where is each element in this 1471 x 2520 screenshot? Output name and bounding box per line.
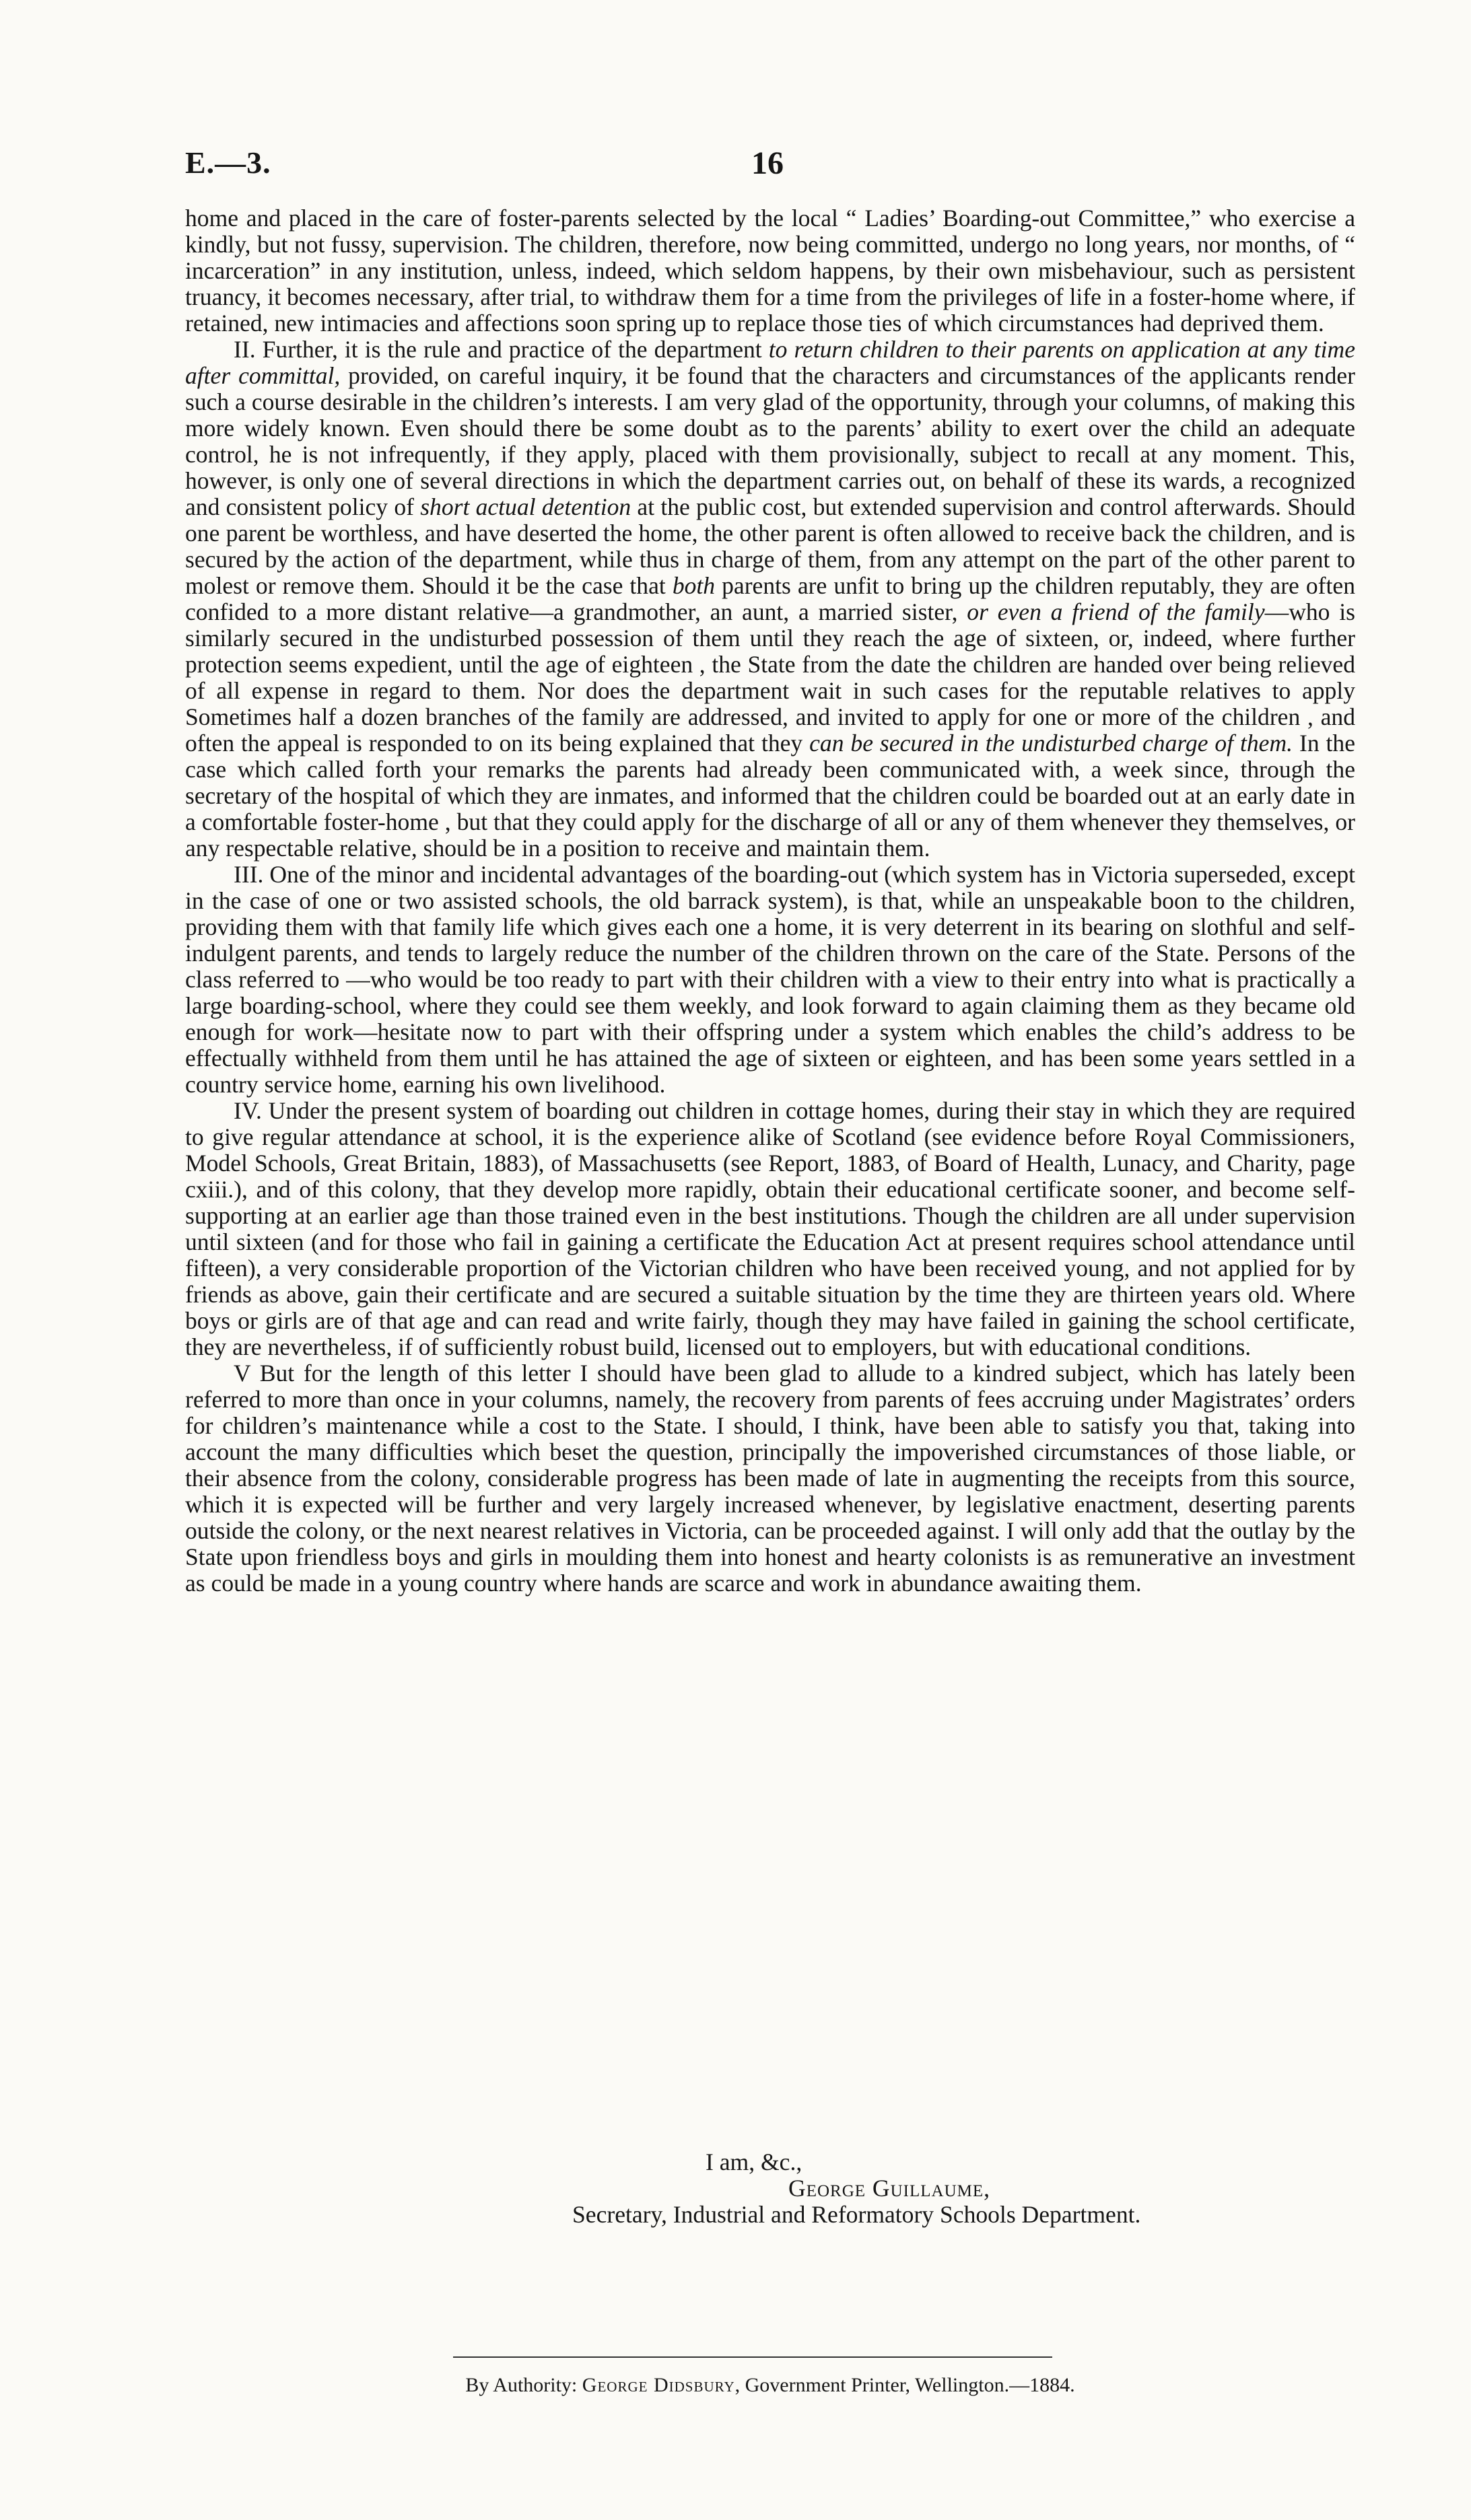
emphasis-text: or even a friend of the family	[967, 598, 1265, 625]
letter-closing	[185, 2149, 1355, 2228]
body-text-run: home and placed in the care of foster-parents selected by the local “ Ladies’ Boarding-out Committee,” who exercise a kindly, but not fussy, supervision. The children, therefore, now being committed, undergo no long years, nor months, of “ incarceration” in any institution, unless, indeed, which seldom happens, by their own misbehaviour, such as persistent truancy, it becomes necessary, after trial, to withdraw them for a time from the privileges of life in a foster-home where, if retained, new intimacies and affections soon spring up to replace those ties of which circumstances had deprived them.	[185, 205, 1355, 337]
imprint-printer: George Didsbury	[582, 2374, 735, 2396]
body-text-run: parents are unfit to bring up the children reputably, they are often confided to a more distant relative—a grandmother, an aunt, a married sister,	[185, 572, 1355, 625]
paragraph-p0	[185, 205, 1355, 337]
body-text-run: at the public cost, but extended supervision and control afterwards. Should one parent be worthless, and have deserted the home, the other parent is often allowed to receive back the children, and is secured by the action of the department, while thus in charge of them, from any attempt on the part of the other parent to molest or remove them. Should it be the case that	[185, 493, 1356, 599]
emphasis-text: to return children to their parents on application at any time after committal,	[185, 336, 1355, 389]
emphasis-text: short actual detention	[420, 493, 631, 520]
body-text-run: III. One of the minor and incidental advantages of the boarding-out (which system has in Victoria superseded, except in the case of one or two assisted schools, the old barrack system), is that, while an unspeakable boon to the children, providing them with that family life which gives each one a home, it is very deterrent in its bearing on slothful and self-indulgent parents, and tends to largely reduce the number of the children thrown on the care of the State. Persons of the class referred to —who would be too ready to part with their children with a view to their entry into what is practically a large boarding-school, where they could see them weekly, and look forward to again claiming them as they became old enough for work—hesitate now to part with their offspring under a system which enables the child’s address to be effectually withheld from them until he has attained the age of sixteen or eighteen, and has been some years settled in a country service home, earning his own livelihood.	[185, 861, 1355, 1098]
page-header	[185, 145, 1316, 185]
body-text-run: provided, on careful inquiry, it be found that the characters and circumstances of the applicants render such a course desirable in the children’s interests. I am very glad of the opportunity, through your columns, of making this more widely known. Even should there be some doubt as to the parents’ ability to exert over the child an adequate control, he is not infrequently, if they apply, placed with them provisionally, subject to recall at any moment. This, however, is only one of several directions in which the department carries out, on behalf of these its wards, a recognized and consistent policy of	[185, 362, 1356, 520]
paragraph-p4	[185, 1360, 1355, 1597]
salutation: I am, &c.,	[706, 2148, 802, 2175]
imprint-prefix: By Authority:	[465, 2374, 582, 2396]
emphasis-text: can be secured in the undisturbed charge of them.	[809, 730, 1293, 757]
document-reference: E.—3.	[185, 145, 271, 180]
printer-imprint	[185, 2373, 1355, 2398]
body-text-run: II. Further, it is the rule and practice of the department	[234, 336, 769, 363]
imprint-suffix: , Government Printer, Wellington.—1884.	[734, 2374, 1075, 2396]
emphasis-text: both	[672, 572, 716, 599]
footer-rule	[453, 2356, 1052, 2358]
page-number: 16	[751, 145, 784, 181]
body-text-run: V But for the length of this letter I should have been glad to allude to a kindred subject, which has lately been referred to more than once in your columns, namely, the recovery from parents of fees accruing under Magistrates’ orders for children’s maintenance while a cost to the State. I should, I think, have been able to satisfy you that, taking into account the many difficulties which beset the question, principally the impoverished circumstances of those liable, or their absence from the colony, considerable progress has been made of late in augmenting the receipts from this source, which it is expected will be further and very largely increased whenever, by legislative enactment, deserting parents outside the colony, or the next nearest relatives in Victoria, can be proceeded against. I will only add that the outlay by the State upon friendless boys and girls in moulding them into honest and hearty colonists is as remunerative an investment as could be made in a young country where hands are scarce and work in abundance awaiting them.	[185, 1360, 1355, 1597]
paragraph-p2	[185, 862, 1355, 1098]
body-text-run: In the case which called forth your remarks the parents had already been communicated with, a week since, through the secretary of the hospital of which they are inmates, and informed that the children could be boarded out at an early date in a comfortable foster-home , but that they could apply for the discharge of all or any of them whenever they themselves, or any respectable relative, should be in a position to receive and maintain them.	[185, 730, 1355, 862]
body-text-run: IV. Under the present system of boarding out children in cottage homes, during their stay in which they are required to give regular attendance at school, it is the experience alike of Scotland (see evidence before Royal Commissioners, Model Schools, Great Britain, 1883), of Massachusetts (see Report, 1883, of Board of Health, Lunacy, and Charity, page cxiii.), and of this colony, that they develop more rapidly, obtain their educational certificate sooner, and become self-supporting at an earlier age than those trained even in the best institutions. Though the children are all under supervision until sixteen (and for those who fail in gaining a certificate the Education Act at present requires school attendance until fifteen), a very considerable proportion of the Victorian children who have been received young, and not applied for by friends as above, gain their certificate and are secured a suitable situation by the time they are thirteen years old. Where boys or girls are of that age and can read and write fairly, though they may have failed in gaining the school certificate, they are nevertheless, if of sufficiently robust build, licensed out to employers, but with educational conditions.	[185, 1097, 1355, 1360]
signatory-name: George Guillaume,	[788, 2175, 991, 2202]
signatory-title: Secretary, Industrial and Reformatory Schools Department.	[572, 2201, 1141, 2228]
paragraph-p1	[185, 337, 1355, 862]
body-text-run: —who is similarly secured in the undisturbed possession of them until they reach the age of sixteen, or, indeed, where further protection seems expedient, until the age of eighteen , the State from the date the children are handed over being relieved of all expense in regard to them. Nor does the department wait in such cases for the reputable relatives to apply Sometimes half a dozen branches of the family are addressed, and invited to apply for one or more of the children , and often the appeal is responded to on its being explained that they	[185, 598, 1355, 757]
paragraph-p3	[185, 1098, 1355, 1360]
letter-body	[185, 205, 1355, 1597]
